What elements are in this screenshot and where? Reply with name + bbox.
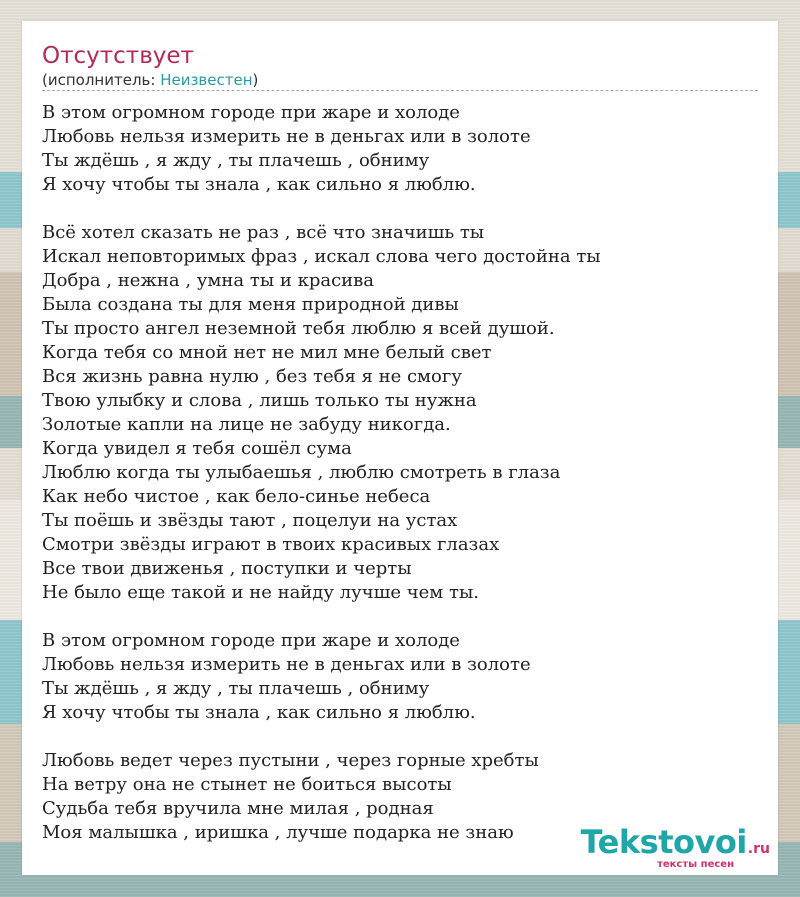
logo-domain: .ru [747, 841, 770, 857]
lyrics-line: Любовь нельзя измерить не в деньгах или в золоте [42, 126, 531, 147]
lyrics-line: Судьба тебя вручила мне милая , родная [42, 798, 434, 819]
lyrics-line: Как небо чистое , как бело-синье небеса [42, 486, 431, 507]
lyrics-line: Не было еще такой и не найду лучше чем ты. [42, 582, 480, 603]
lyrics-line: В этом огромном городе при жаре и холоде [42, 630, 460, 651]
lyrics-line: Люблю когда ты улыбаешья , люблю смотреть в глаза [42, 462, 561, 483]
lyrics-line: Любовь нельзя измерить не в деньгах или в золоте [42, 654, 531, 675]
lyrics-line: Смотри звёзды играют в твоих красивых глазах [42, 534, 500, 555]
lyrics-line: Ты поёшь и звёзды тают , поцелуи на устах [42, 510, 458, 531]
artist-suffix: ) [252, 71, 259, 89]
title-divider [42, 90, 758, 91]
logo-tagline: тексты песен [657, 859, 734, 870]
artist-link[interactable]: Неизвестен [160, 71, 253, 89]
song-title: Отсутствует [42, 43, 194, 69]
logo-wordmark: Tekstovoi [580, 823, 747, 861]
lyrics-verse [42, 629, 758, 725]
lyrics-line: Добра , нежна , умна ты и красива [42, 270, 375, 291]
lyrics-line: Всё хотел сказать не раз , всё что значишь ты [42, 222, 485, 243]
lyrics-line: Ты просто ангел неземной тебя люблю я всей душой. [42, 318, 555, 339]
lyrics-line: Вся жизнь равна нулю , без тебя я не смогу [42, 366, 462, 387]
lyrics-line: Когда тебя со мной нет не мил мне белый свет [42, 342, 492, 363]
lyrics-line: Была создана ты для меня природной дивы [42, 294, 459, 315]
lyrics-verse [42, 221, 758, 605]
lyrics-verse [42, 101, 758, 197]
lyrics-line: Ты ждёшь , я жду , ты плачешь , обниму [42, 678, 430, 699]
lyrics-line: В этом огромном городе при жаре и холоде [42, 102, 460, 123]
lyrics-text [42, 101, 758, 869]
lyrics-line: Я хочу чтобы ты знала , как сильно я люблю. [42, 702, 476, 723]
lyrics-line: Золотые капли на лице не забуду никогда. [42, 414, 451, 435]
lyrics-line: Любовь ведет через пустыни , через горные хребты [42, 750, 539, 771]
lyrics-line: Твою улыбку и слова , лишь только ты нужна [42, 390, 477, 411]
lyrics-line: Ты ждёшь , я жду , ты плачешь , обниму [42, 150, 430, 171]
lyrics-line: Искал неповторимых фраз , искал слова чего достойна ты [42, 246, 601, 267]
site-logo[interactable] [560, 825, 770, 871]
lyrics-card [22, 21, 778, 875]
lyrics-line: Моя малышка , иришка , лучше подарка не знаю [42, 822, 514, 843]
artist-prefix: (исполнитель: [42, 71, 161, 89]
lyrics-line: На ветру она не стынет не боиться высоты [42, 774, 452, 795]
lyrics-line: Я хочу чтобы ты знала , как сильно я люблю. [42, 174, 476, 195]
artist-line [42, 71, 258, 89]
lyrics-line: Все твои движенья , поступки и черты [42, 558, 412, 579]
lyrics-line: Когда увидел я тебя сошёл сума [42, 438, 352, 459]
